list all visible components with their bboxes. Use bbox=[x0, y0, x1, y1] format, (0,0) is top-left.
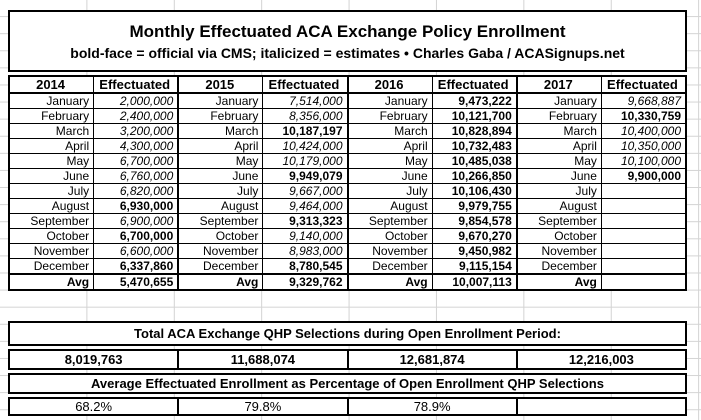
value-cell[interactable]: 3,200,000 bbox=[94, 124, 179, 139]
total-qhp-cell[interactable]: 11,688,074 bbox=[177, 351, 346, 368]
month-cell[interactable]: February bbox=[178, 109, 263, 124]
value-cell[interactable]: 10,732,483 bbox=[432, 139, 517, 154]
month-cell[interactable]: December bbox=[178, 259, 263, 275]
value-cell[interactable] bbox=[601, 244, 686, 259]
column-header[interactable]: Effectuated bbox=[94, 76, 179, 93]
value-cell[interactable]: 6,700,000 bbox=[94, 154, 179, 169]
month-cell[interactable]: October bbox=[348, 229, 433, 244]
month-cell[interactable]: August bbox=[9, 199, 94, 214]
value-cell[interactable]: 10,485,038 bbox=[432, 154, 517, 169]
month-cell[interactable]: April bbox=[348, 139, 433, 154]
value-cell[interactable]: 9,900,000 bbox=[601, 169, 686, 184]
value-cell[interactable]: 10,424,000 bbox=[263, 139, 348, 154]
average-row bbox=[9, 274, 686, 290]
totals-heading: Total ACA Exchange QHP Selections during Open Enrollment Period: bbox=[8, 321, 687, 346]
month-cell[interactable]: April bbox=[178, 139, 263, 154]
month-cell[interactable]: July bbox=[348, 184, 433, 199]
value-cell[interactable]: 9,979,755 bbox=[432, 199, 517, 214]
month-row bbox=[9, 184, 686, 199]
month-cell[interactable]: September bbox=[178, 214, 263, 229]
month-cell[interactable]: November bbox=[517, 244, 602, 259]
value-cell[interactable]: 9,464,000 bbox=[263, 199, 348, 214]
month-cell[interactable]: August bbox=[348, 199, 433, 214]
month-cell[interactable]: February bbox=[348, 109, 433, 124]
value-cell[interactable]: 8,780,545 bbox=[263, 259, 348, 275]
month-row bbox=[9, 259, 686, 275]
column-header[interactable]: Effectuated bbox=[601, 76, 686, 93]
month-row bbox=[9, 124, 686, 139]
month-cell[interactable]: June bbox=[517, 169, 602, 184]
percentage-cell[interactable] bbox=[516, 399, 685, 414]
value-cell[interactable]: 10,350,000 bbox=[601, 139, 686, 154]
month-cell[interactable]: May bbox=[9, 154, 94, 169]
value-cell[interactable] bbox=[601, 259, 686, 275]
month-cell[interactable]: December bbox=[517, 259, 602, 275]
month-cell[interactable]: March bbox=[9, 124, 94, 139]
value-cell[interactable]: 10,400,000 bbox=[601, 124, 686, 139]
month-cell[interactable]: May bbox=[348, 154, 433, 169]
percentage-cell[interactable]: 68.2% bbox=[75, 399, 113, 414]
value-cell[interactable]: 9,313,323 bbox=[263, 214, 348, 229]
totals-row bbox=[8, 349, 687, 370]
value-cell[interactable]: 2,000,000 bbox=[94, 93, 179, 109]
month-cell[interactable]: September bbox=[517, 214, 602, 229]
enrollment-table-header bbox=[9, 76, 686, 93]
total-qhp-cell[interactable]: 8,019,763 bbox=[64, 352, 123, 367]
value-cell[interactable]: 7,514,000 bbox=[263, 93, 348, 109]
month-cell[interactable]: November bbox=[9, 244, 94, 259]
month-cell[interactable]: December bbox=[348, 259, 433, 275]
column-header[interactable]: 2014 bbox=[9, 76, 94, 93]
month-row bbox=[9, 93, 686, 109]
value-cell[interactable]: 9,667,000 bbox=[263, 184, 348, 199]
value-cell[interactable] bbox=[601, 214, 686, 229]
avg-value-cell[interactable] bbox=[601, 274, 686, 290]
month-cell[interactable]: March bbox=[348, 124, 433, 139]
value-cell[interactable]: 10,121,700 bbox=[432, 109, 517, 124]
avg-label-cell[interactable]: Avg bbox=[178, 274, 263, 290]
percentages-heading: Average Effectuated Enrollment as Percentage of Open Enrollment QHP Selections bbox=[8, 373, 687, 394]
percentages-row bbox=[8, 397, 687, 416]
value-cell[interactable]: 10,330,759 bbox=[601, 109, 686, 124]
month-row bbox=[9, 199, 686, 214]
value-cell[interactable]: 6,337,860 bbox=[94, 259, 179, 275]
month-row bbox=[9, 229, 686, 244]
month-cell[interactable]: January bbox=[178, 93, 263, 109]
month-cell[interactable]: April bbox=[517, 139, 602, 154]
column-header[interactable]: Effectuated bbox=[263, 76, 348, 93]
month-cell[interactable]: June bbox=[9, 169, 94, 184]
column-header[interactable]: 2017 bbox=[517, 76, 602, 93]
value-cell[interactable]: 10,187,197 bbox=[263, 124, 348, 139]
month-cell[interactable]: September bbox=[348, 214, 433, 229]
page-subtitle: bold-face = official via CMS; italicized = estimates • Charles Gaba / ACASignups.net bbox=[70, 44, 625, 61]
column-header[interactable]: 2015 bbox=[178, 76, 263, 93]
value-cell[interactable]: 9,115,154 bbox=[432, 259, 517, 275]
column-header[interactable]: Effectuated bbox=[432, 76, 517, 93]
value-cell[interactable]: 10,106,430 bbox=[432, 184, 517, 199]
month-cell[interactable]: November bbox=[178, 244, 263, 259]
month-cell[interactable]: February bbox=[517, 109, 602, 124]
value-cell[interactable]: 9,668,887 bbox=[601, 93, 686, 109]
value-cell[interactable]: 6,760,000 bbox=[94, 169, 179, 184]
month-cell[interactable]: October bbox=[178, 229, 263, 244]
month-cell[interactable]: April bbox=[9, 139, 94, 154]
month-cell[interactable]: January bbox=[9, 93, 94, 109]
total-qhp-cell[interactable]: 12,681,874 bbox=[347, 351, 516, 368]
value-cell[interactable]: 9,670,270 bbox=[432, 229, 517, 244]
month-cell[interactable]: September bbox=[9, 214, 94, 229]
value-cell[interactable]: 9,450,982 bbox=[432, 244, 517, 259]
month-cell[interactable]: July bbox=[178, 184, 263, 199]
month-row bbox=[9, 109, 686, 124]
avg-value-cell[interactable]: 10,007,113 bbox=[432, 274, 517, 290]
value-cell[interactable]: 9,140,000 bbox=[263, 229, 348, 244]
month-row bbox=[9, 169, 686, 184]
avg-value-cell[interactable]: 9,329,762 bbox=[263, 274, 348, 290]
percentage-cell[interactable]: 79.8% bbox=[177, 399, 346, 414]
value-cell[interactable]: 8,356,000 bbox=[263, 109, 348, 124]
total-qhp-cell[interactable]: 12,216,003 bbox=[516, 351, 685, 368]
value-cell[interactable]: 10,179,000 bbox=[263, 154, 348, 169]
value-cell[interactable]: 6,600,000 bbox=[94, 244, 179, 259]
month-cell[interactable]: August bbox=[178, 199, 263, 214]
month-cell[interactable]: June bbox=[348, 169, 433, 184]
month-cell[interactable]: June bbox=[178, 169, 263, 184]
avg-value-cell[interactable]: 5,470,655 bbox=[94, 274, 179, 290]
month-row bbox=[9, 154, 686, 169]
title-box bbox=[8, 10, 687, 72]
value-cell[interactable]: 9,949,079 bbox=[263, 169, 348, 184]
value-cell[interactable]: 2,400,000 bbox=[94, 109, 179, 124]
month-row bbox=[9, 139, 686, 154]
month-cell[interactable]: October bbox=[517, 229, 602, 244]
avg-label-cell[interactable]: Avg bbox=[9, 274, 94, 290]
percentage-cell[interactable]: 78.9% bbox=[347, 399, 516, 414]
value-cell[interactable]: 10,100,000 bbox=[601, 154, 686, 169]
month-cell[interactable]: March bbox=[517, 124, 602, 139]
value-cell[interactable] bbox=[601, 184, 686, 199]
value-cell[interactable]: 10,266,850 bbox=[432, 169, 517, 184]
value-cell[interactable]: 8,983,000 bbox=[263, 244, 348, 259]
value-cell[interactable]: 6,930,000 bbox=[94, 199, 179, 214]
value-cell[interactable]: 9,854,578 bbox=[432, 214, 517, 229]
month-cell[interactable]: February bbox=[9, 109, 94, 124]
month-cell[interactable]: December bbox=[9, 259, 94, 275]
header-row bbox=[9, 76, 686, 93]
value-cell[interactable] bbox=[601, 229, 686, 244]
month-row bbox=[9, 244, 686, 259]
value-cell[interactable]: 4,300,000 bbox=[94, 139, 179, 154]
month-cell[interactable]: July bbox=[517, 184, 602, 199]
month-cell[interactable]: May bbox=[178, 154, 263, 169]
avg-label-cell[interactable]: Avg bbox=[348, 274, 433, 290]
value-cell[interactable]: 6,900,000 bbox=[94, 214, 179, 229]
month-cell[interactable]: October bbox=[9, 229, 94, 244]
enrollment-table bbox=[8, 75, 687, 291]
month-cell[interactable]: July bbox=[9, 184, 94, 199]
page-title: Monthly Effectuated ACA Exchange Policy Enrollment bbox=[129, 21, 566, 41]
month-cell[interactable]: November bbox=[348, 244, 433, 259]
value-cell[interactable]: 10,828,894 bbox=[432, 124, 517, 139]
month-cell[interactable]: January bbox=[348, 93, 433, 109]
month-cell[interactable]: January bbox=[517, 93, 602, 109]
month-cell[interactable]: March bbox=[178, 124, 263, 139]
month-cell[interactable]: August bbox=[517, 199, 602, 214]
value-cell[interactable]: 6,820,000 bbox=[94, 184, 179, 199]
value-cell[interactable]: 9,473,222 bbox=[432, 93, 517, 109]
month-cell[interactable]: May bbox=[517, 154, 602, 169]
value-cell[interactable]: 6,700,000 bbox=[94, 229, 179, 244]
column-header[interactable]: 2016 bbox=[348, 76, 433, 93]
month-row bbox=[9, 214, 686, 229]
value-cell[interactable] bbox=[601, 199, 686, 214]
avg-label-cell[interactable]: Avg bbox=[517, 274, 602, 290]
